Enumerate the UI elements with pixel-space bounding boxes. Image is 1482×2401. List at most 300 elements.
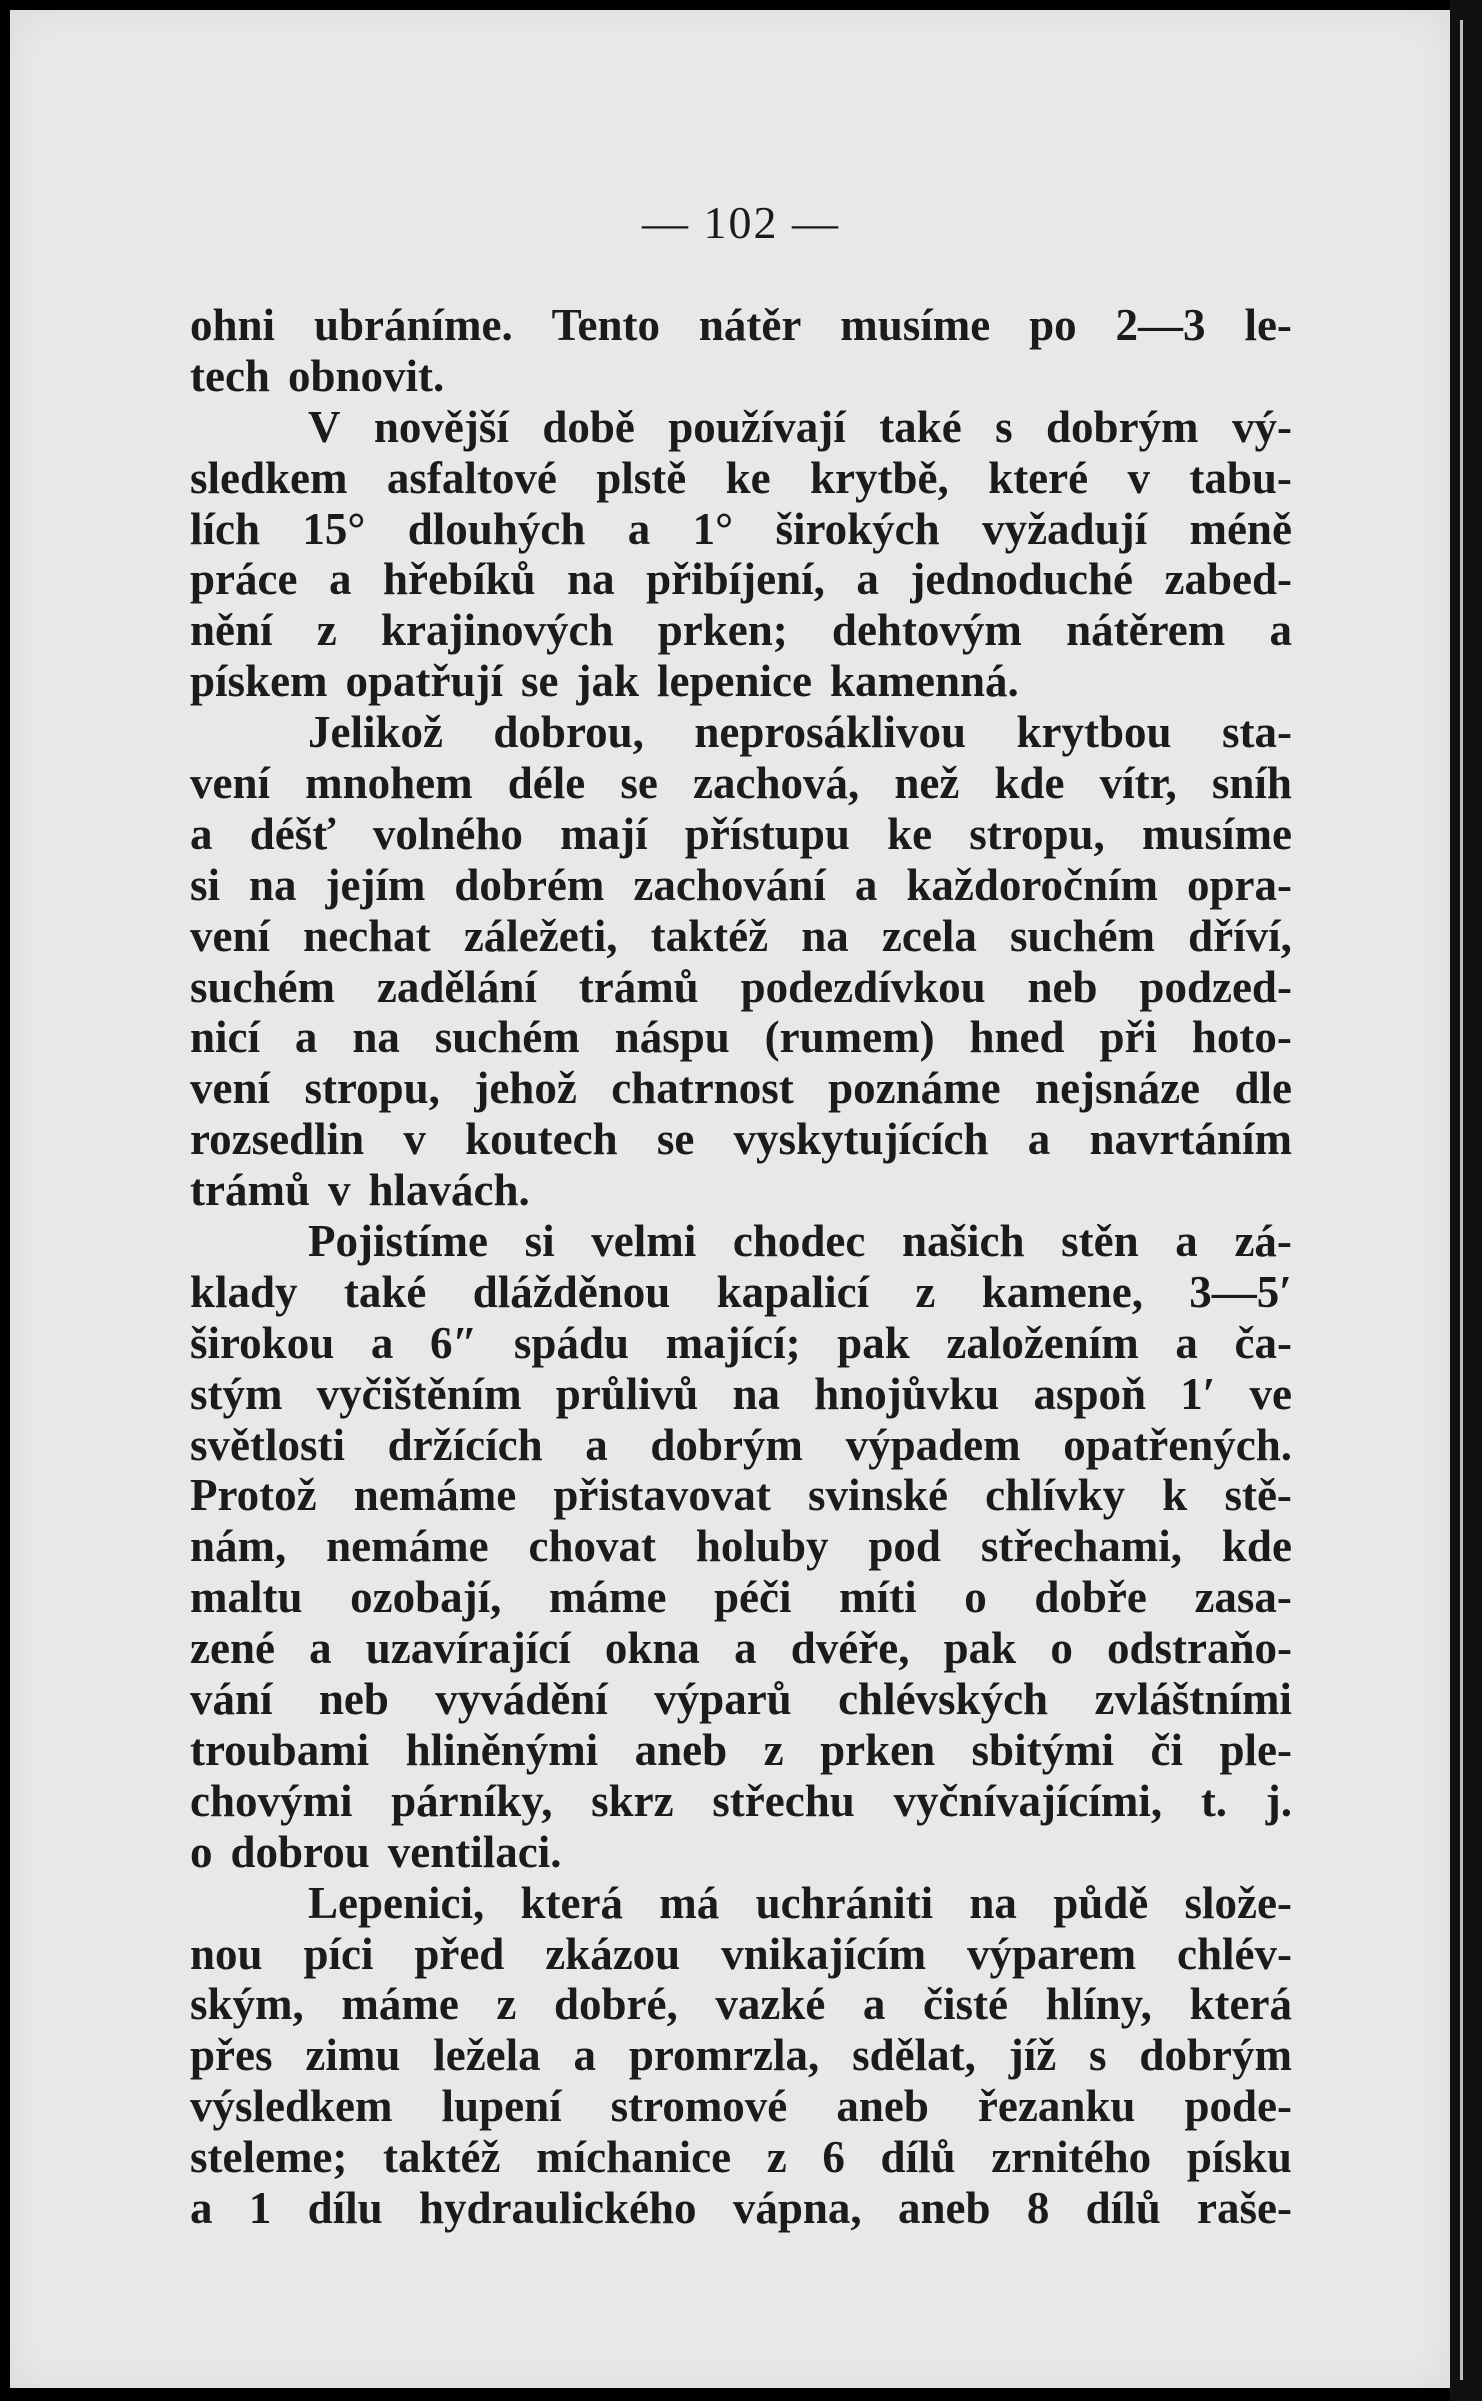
word: vení [190,1063,271,1114]
word: a [1175,1216,1198,1267]
word: se [521,656,559,707]
word: zachování [633,859,826,910]
word: Tento [551,300,660,350]
word: 6″ [429,1317,478,1368]
word: a [1027,1114,1051,1165]
text-line [190,1012,1292,1063]
word: se [620,758,658,809]
word: světlosti [190,1419,345,1470]
word: a [309,1623,332,1674]
text-line [190,1979,1292,2030]
word: širokou [190,1317,335,1368]
word: zabed- [1164,554,1292,605]
text-line [190,300,1292,351]
word: na [732,1368,781,1419]
word: aneb [898,2182,991,2233]
word: na [352,1012,400,1063]
word: chlév- [1177,1928,1292,1979]
word: ple- [1219,1724,1292,1775]
page-number: — 102 — [642,197,840,248]
word: stropu, [969,808,1105,859]
text-line [190,911,1292,962]
word: hliněnými [405,1724,599,1775]
word: zasa- [1194,1572,1292,1623]
word: raše- [1197,2182,1292,2233]
word: půdě [1053,1877,1149,1928]
word: taktéž [383,2132,501,2183]
word: a [862,1979,886,2030]
word: lupení [441,2081,562,2132]
word: dobrým [650,1419,803,1470]
word: střechami, [980,1521,1183,1572]
word: podzed- [1139,961,1292,1012]
word: vení [190,910,271,961]
word: dobře [1034,1572,1147,1623]
word: výparů [654,1674,792,1725]
word: míchanice [536,2132,732,2183]
word: jíž [1008,2030,1057,2081]
word: vyžadují [982,503,1148,554]
word: na [969,1877,1017,1928]
word: z [316,605,337,656]
text-line [190,1267,1292,1318]
word: v [403,1114,426,1165]
word: lích [190,503,261,554]
word: a [370,1317,394,1368]
word: hlavách. [368,1165,530,1216]
text-line [190,758,1292,809]
word: kapalicí [716,1266,870,1317]
word: a [627,503,651,554]
word: každoročním [906,859,1158,910]
text-line [190,1725,1292,1776]
word: držících [387,1419,543,1470]
word: kamene, [981,1266,1143,1317]
word: nejsnáze [1035,1063,1201,1114]
text-line [190,402,1292,453]
word: trámů [578,961,699,1012]
word: máme [548,1572,667,1623]
word: z [496,1979,517,2030]
word: klady [190,1266,298,1317]
word: ke [887,808,933,859]
word: vyčištěním [316,1368,522,1419]
word: a [854,859,878,910]
word: zimu [305,2030,401,2081]
text-line [190,1929,1292,1980]
word: koutech [465,1114,618,1165]
word: si [190,859,221,910]
word: v [1127,452,1150,503]
text-line [190,1369,1292,1420]
word: aneb [634,1724,728,1775]
word: sbitými [971,1724,1115,1775]
word: prken [820,1724,936,1775]
word: se [656,1114,695,1165]
text-line [190,962,1292,1013]
word: a [190,2182,213,2233]
word: krytbou [1016,707,1172,758]
text-line [190,453,1292,504]
word: a [856,554,879,605]
word: 2—3 [1115,300,1206,350]
word: dehtovým [831,605,1022,656]
word: s [1089,2030,1107,2081]
word: na [248,859,297,910]
word: dlouhých [407,503,586,554]
word: nemáme [326,1521,489,1572]
text-line [190,1114,1292,1165]
word: t. [1200,1775,1228,1826]
word: které [988,452,1089,503]
word: hoto- [1191,1012,1292,1063]
word: řezanku [977,2081,1136,2132]
word: nátěrem [1066,605,1226,656]
scan-border [1450,0,1482,2401]
word: nám, [190,1521,287,1572]
word: tabu- [1189,452,1292,503]
word: než [894,758,960,809]
word: nechat [303,910,431,961]
word: Protož [190,1470,317,1521]
word: trámů [190,1165,310,1216]
word: kde [994,758,1065,809]
word: náspu [614,1012,730,1063]
word: (rumem) [764,1012,935,1063]
word: sledkem [190,452,348,503]
word: 3—5′ [1189,1266,1292,1317]
word: Jelikož [308,707,443,758]
word: hned [969,1012,1065,1063]
word: mnohem [305,758,473,809]
word: chatrnost [611,1063,794,1114]
word: podezdívkou [740,961,986,1012]
word: volného [372,808,523,859]
word: která [520,1877,623,1928]
word: pak [837,1317,910,1368]
word: opra- [1186,859,1292,910]
word: Lepenici, [308,1877,485,1928]
word: chlívky [985,1470,1126,1521]
text-line [190,1521,1292,1572]
word: dobrém [454,859,605,910]
word: ubráníme. [313,300,513,350]
word: opatřují [345,656,504,707]
word: na [801,910,849,961]
text-line [190,2132,1292,2183]
word: nění [190,605,273,656]
word: výparem [966,1928,1137,1979]
word: nou [190,1928,263,1979]
word: dílů [880,2132,956,2183]
word: sdělat, [852,2030,976,2081]
word: má [659,1877,720,1928]
word: ozobají, [350,1572,502,1623]
text-line [190,707,1292,758]
word: čisté [923,1979,1008,2030]
word: okna [604,1623,700,1674]
word: vítr, [1099,758,1177,809]
word: průlivů [555,1368,699,1419]
word: 1° [692,503,734,554]
word: steleme; [190,2132,348,2183]
word: neb [1027,961,1098,1012]
word: dobrou [230,1826,370,1877]
word: krajinových [380,605,614,656]
word: z [766,2132,787,2183]
word: ča- [1234,1317,1292,1368]
word: plstě [596,452,687,503]
word: ve [1249,1368,1292,1419]
word: práce [190,554,298,605]
word: o [190,1826,213,1877]
word: přes [190,2030,273,2081]
word: vápna, [732,2182,862,2233]
word: 6 [822,2132,845,2183]
word: prken; [657,605,788,656]
word: ležela [433,2030,541,2081]
word: odstraňo- [1106,1623,1292,1674]
word: v [327,1165,351,1216]
text-line [190,504,1292,555]
word: nemáme [353,1470,517,1521]
text-line [190,1776,1292,1827]
word: suchém [190,961,335,1012]
word: ohni [190,300,276,350]
word: musíme [840,300,991,350]
word: dobrou, [493,707,644,758]
body-text [190,300,1292,2234]
word: maltu [190,1572,303,1623]
word: asfaltové [386,452,557,503]
text-line [190,1572,1292,1623]
word: jejím [325,859,426,910]
word: o [964,1572,987,1623]
word: používají [668,401,846,452]
word: 15° [302,503,366,554]
word: musíme [1141,808,1292,859]
word: či [1150,1724,1183,1775]
word: sta- [1221,707,1292,758]
text-line [190,351,1292,402]
word: zadělání [376,961,537,1012]
text-line [190,1216,1292,1267]
word: ventilaci. [387,1826,562,1877]
word: a [1269,605,1292,656]
word: o [1050,1623,1073,1674]
text-line [190,809,1292,860]
word: píci [303,1928,374,1979]
word: skrz [591,1775,674,1826]
word: j. [1265,1775,1292,1826]
word: vání [190,1674,273,1725]
word: 1 [248,2182,272,2233]
text-line [190,1623,1292,1674]
text-line [190,656,1292,707]
word: z [763,1724,784,1775]
word: chlévských [838,1674,1049,1725]
word: pode- [1184,2081,1292,2132]
word: 1′ [1180,1368,1216,1419]
word: při [1099,1012,1157,1063]
text-line [190,1063,1292,1114]
word: aspoň [1033,1368,1147,1419]
word: také [343,1266,427,1317]
word: nátěr [698,300,802,350]
word: lepenice [657,656,812,707]
word: stropu, [304,1063,440,1114]
word: výpadem [845,1419,1021,1470]
word: slože- [1184,1877,1292,1928]
word: z [915,1266,936,1317]
word: svinské [807,1470,948,1521]
word: zené [190,1623,275,1674]
text-line [190,1420,1292,1471]
page-edge [1460,20,1463,2380]
word: opatřených. [1063,1419,1292,1470]
word: ke [725,452,771,503]
word: přibíjení, [646,554,825,605]
word: mající; [665,1317,801,1368]
word: chovými [190,1775,353,1826]
word: střechu [712,1775,855,1826]
word: a [734,1623,757,1674]
text-line [190,2183,1292,2234]
word: hnojůvku [814,1368,1000,1419]
word: pískem [190,656,328,707]
word: k [1162,1470,1188,1521]
word: a [328,554,352,605]
word: stě- [1224,1470,1292,1521]
word: chodec [732,1216,866,1267]
text-line [190,2081,1292,2132]
word: zcela [881,910,977,961]
word: zachová, [693,758,860,809]
word: párníky, [391,1775,553,1826]
word: hydraulického [419,2182,697,2233]
text-line [190,1318,1292,1369]
word: písku [1186,2132,1292,2183]
word: jak [576,656,640,707]
word: déšť [249,808,336,859]
word: pak [943,1623,1017,1674]
word: méně [1189,503,1292,554]
word: sníh [1211,758,1292,809]
word: rozsedlin [190,1114,365,1165]
word: kde [1221,1521,1292,1572]
word: založením [946,1317,1139,1368]
word: ským, [190,1979,304,2030]
word: našich [901,1216,1025,1267]
word: 8 [1026,2182,1050,2233]
word: suchém [1010,910,1155,961]
word: zrnitého [991,2132,1152,2183]
word: po [1029,300,1077,350]
text-line [190,860,1292,911]
text-line [190,1827,1292,1878]
word: uchrániti [755,1877,934,1928]
word: dobrým [1046,401,1199,452]
word: jednoduché [910,554,1133,605]
word: stromové [610,2081,788,2132]
word: pod [868,1521,941,1572]
word: taktéž [650,910,769,961]
word: jehož [474,1063,577,1114]
word: suchém [434,1012,580,1063]
word: uzavírající [365,1623,571,1674]
word: stým [190,1368,283,1419]
word: dílu [307,2182,383,2233]
text-line [190,1878,1292,1929]
word: s [995,401,1013,452]
word: vyčnívajícími, [893,1775,1163,1826]
word: kamenná. [830,656,1019,707]
word: mají [560,808,648,859]
word: a [585,1419,608,1470]
word: zá- [1234,1216,1292,1267]
text-line [190,1165,1292,1216]
word: velmi [591,1216,697,1267]
word: výsledkem [190,2081,393,2132]
word: dobré, [554,1979,678,2030]
word: vnikajícím [721,1928,927,1979]
word: péči [714,1572,792,1623]
word: chovat [528,1521,656,1572]
text-line [190,1674,1292,1725]
word: krytbě, [810,452,949,503]
word: promrzla, [628,2030,820,2081]
word: před [414,1928,505,1979]
word: záležeti, [463,910,618,961]
word: době [542,401,635,452]
word: zvláštními [1094,1674,1292,1725]
word: tech [190,350,270,401]
word: neprosáklivou [694,707,967,758]
word: a [294,1012,318,1063]
word: a [1175,1317,1198,1368]
word: na [567,554,615,605]
text-line [190,2030,1292,2081]
word: vazké [715,1979,826,2030]
word: a [190,808,213,859]
word: troubami [190,1724,370,1775]
word: zkázou [545,1928,681,1979]
word: širokých [775,503,940,554]
word: dříví, [1188,910,1292,961]
word: dobrým [1139,2030,1292,2081]
word: míti [839,1572,917,1623]
word: Pojistíme [308,1216,488,1267]
word: dle [1234,1063,1292,1114]
word: dvéře, [790,1623,910,1674]
text-line [190,605,1292,656]
word: dlážděnou [472,1266,671,1317]
text-line [190,1470,1292,1521]
word: déle [507,758,586,809]
word: také [879,401,962,452]
word: která [1189,1979,1292,2030]
word: obnovit. [287,350,445,401]
word: V [308,401,341,452]
word: vení [190,758,271,809]
word: vý- [1231,401,1292,452]
text-line [190,554,1292,605]
word: holuby [695,1521,829,1572]
word: přistavovat [553,1470,771,1521]
word: hlíny, [1045,1979,1152,2030]
word: a [573,2030,597,2081]
word: vyskytujících [733,1114,989,1165]
